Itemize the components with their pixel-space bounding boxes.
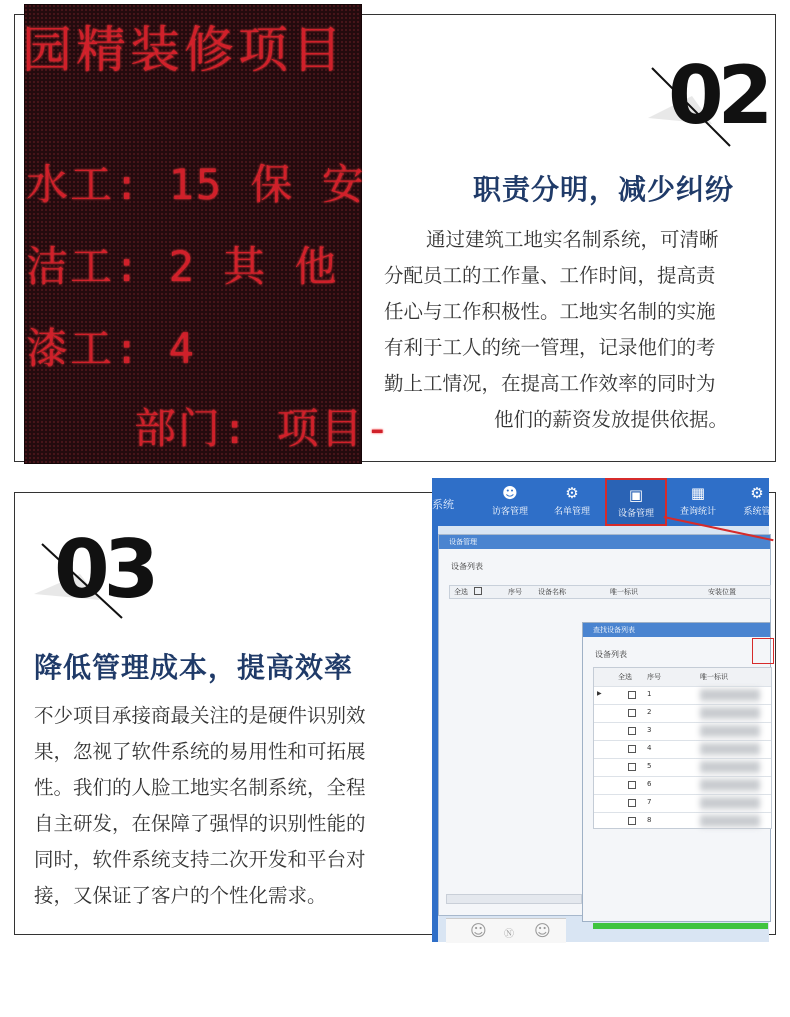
highlight-box	[752, 638, 774, 664]
section-paragraph	[34, 698, 420, 914]
select-all-checkbox[interactable]	[474, 587, 482, 595]
nav-device-management[interactable]	[605, 478, 667, 526]
user-settings-icon: ⚙	[565, 484, 579, 502]
table-row[interactable]	[594, 794, 771, 813]
row-checkbox[interactable]	[628, 781, 636, 789]
paragraph-line: 同时，软件系统支持二次开发和平台对	[34, 848, 366, 871]
header-cell: 唯一标识	[610, 588, 638, 596]
header-cell: 全选	[618, 673, 632, 681]
find-devices-window	[582, 622, 771, 922]
led-line: 部门: 项目-	[134, 404, 392, 453]
section-heading: 降低管理成本，提高效率	[34, 651, 354, 684]
device-grid	[593, 667, 772, 829]
header-cell: 安装位置	[708, 588, 736, 596]
blurred-id	[700, 761, 760, 773]
blurred-id	[700, 743, 760, 755]
led-line: 水工: 15 保 安	[26, 160, 366, 209]
monitor-icon: ▣	[628, 486, 644, 504]
header-cell: 序号	[647, 673, 661, 681]
visitor-icon: ☻	[502, 484, 518, 502]
led-line: 洁工: 2 其 他	[26, 242, 339, 291]
row-checkbox[interactable]	[628, 763, 636, 771]
section-number: 02	[668, 49, 768, 142]
table-row[interactable]	[594, 704, 771, 723]
row-number: 2	[647, 708, 652, 716]
header-cell: 设备名称	[538, 588, 566, 596]
table-header	[449, 585, 771, 599]
row-number: 8	[647, 816, 652, 824]
row-checkbox[interactable]	[628, 727, 636, 735]
row-checkbox[interactable]	[628, 817, 636, 825]
header-cell: 全选	[454, 588, 468, 596]
paragraph-line: 任心与工作积极性。工地实名制的实施	[384, 300, 716, 323]
blurred-id	[700, 797, 760, 809]
nav-visitor-management[interactable]	[482, 478, 538, 526]
blurred-id	[700, 725, 760, 737]
list-label: 设备列表	[451, 562, 483, 571]
paragraph-line: 不少项目承接商最关注的是硬件识别效	[34, 704, 366, 727]
row-number: 7	[647, 798, 652, 806]
row-checkbox[interactable]	[628, 709, 636, 717]
face-icon: ☺	[470, 921, 487, 940]
row-pointer-icon: ▶	[597, 690, 602, 697]
window-title: 设备管理	[439, 535, 770, 549]
paragraph-line: 他们的薪资发放提供依据。	[494, 408, 729, 431]
section-paragraph	[384, 222, 756, 438]
software-screenshot	[432, 478, 769, 942]
row-number: 5	[647, 762, 652, 770]
row-checkbox[interactable]	[628, 799, 636, 807]
row-number: 3	[647, 726, 652, 734]
paragraph-line: 有利于工人的统一管理，记录他们的考	[384, 336, 716, 359]
horizontal-scrollbar[interactable]	[446, 894, 582, 904]
led-line: 园精装修项目	[22, 21, 346, 79]
search-stats-icon: ▦	[690, 484, 706, 502]
system-label: 系统	[432, 498, 454, 511]
paragraph-line: 自主研发，在保障了强悍的识别性能的	[34, 812, 366, 835]
header-cell: 唯一标识	[700, 673, 728, 681]
nav-label: 设备管理	[617, 509, 654, 519]
table-row[interactable]	[594, 776, 771, 795]
progress-bar	[593, 923, 768, 929]
header-cell: 序号	[508, 588, 522, 596]
row-checkbox[interactable]	[628, 745, 636, 753]
row-checkbox[interactable]	[628, 691, 636, 699]
section-heading: 职责分明，减少纠纷	[473, 173, 735, 206]
list-label: 设备列表	[595, 650, 627, 659]
system-settings-icon: ⚙	[750, 484, 764, 502]
table-row[interactable]	[594, 758, 771, 777]
table-header	[594, 668, 771, 687]
blurred-id	[700, 707, 760, 719]
table-row[interactable]	[594, 740, 771, 759]
nav-label: 访客管理	[491, 507, 528, 517]
window-title: 查找设备列表	[583, 623, 770, 637]
face-icon: ☺	[534, 921, 551, 940]
paragraph-line: 通过建筑工地实名制系统，可清晰	[426, 228, 719, 251]
section-number: 03	[54, 523, 154, 616]
nav-list-management[interactable]	[544, 478, 600, 526]
blurred-id	[700, 815, 760, 827]
row-number: 6	[647, 780, 652, 788]
top-navbar	[432, 478, 769, 526]
paragraph-line: 性。我们的人脸工地实名制系统，全程	[34, 776, 366, 799]
vs-icon: Ⓝ	[504, 929, 514, 940]
nav-label: 名单管理	[553, 507, 590, 517]
table-row[interactable]	[594, 686, 771, 705]
paragraph-line: 分配员工的工作量、工作时间，提高责	[384, 264, 716, 287]
nav-label: 查询统计	[679, 507, 716, 517]
paragraph-line: 接，又保证了客户的个性化需求。	[34, 884, 327, 907]
nav-label: 系统管	[743, 507, 771, 517]
blurred-id	[700, 779, 760, 791]
led-display-image	[22, 4, 392, 464]
nav-system-management[interactable]	[732, 478, 782, 526]
led-line: 漆工: 4	[26, 324, 196, 373]
table-row[interactable]	[594, 812, 771, 830]
paragraph-line: 果，忽视了软件系统的易用性和可拓展	[34, 740, 366, 763]
bottom-icon-bar	[446, 918, 566, 943]
blurred-id	[700, 689, 760, 701]
table-row[interactable]	[594, 722, 771, 741]
paragraph-line: 勤上工情况，在提高工作效率的同时为	[384, 372, 716, 395]
row-number: 1	[647, 690, 652, 698]
row-number: 4	[647, 744, 652, 752]
